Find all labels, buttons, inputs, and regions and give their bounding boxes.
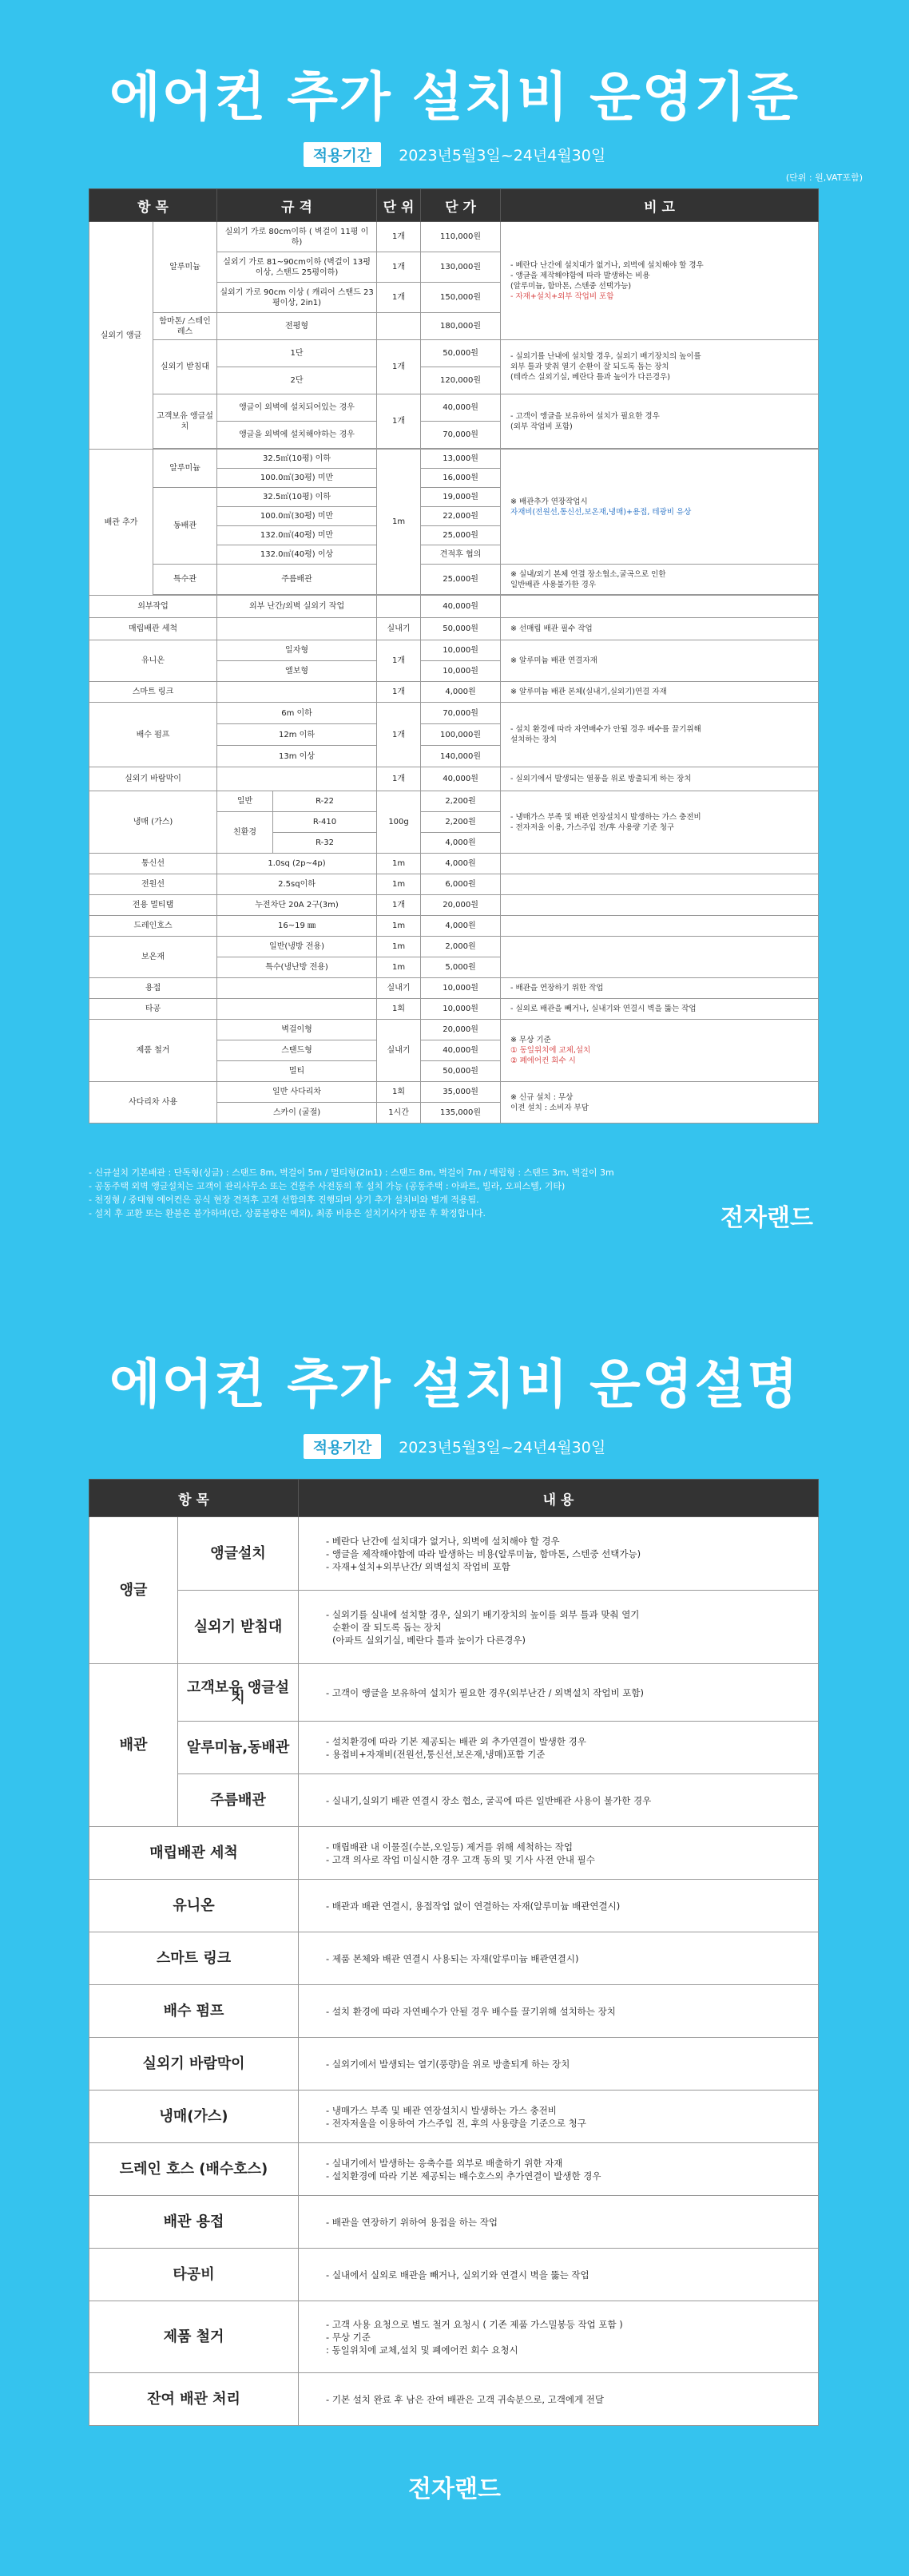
price: 10,000원 xyxy=(421,999,501,1020)
spec: R-32 xyxy=(273,833,377,854)
remark xyxy=(501,222,819,340)
price: 4,000원 xyxy=(421,916,501,937)
desc-line: - 배관과 배관 연결시, 용접작업 없이 연결하는 자재(알루미늄 배관연결시) xyxy=(326,1900,621,1912)
price: 40,000원 xyxy=(421,1040,501,1061)
price: 견적후 협의 xyxy=(421,545,501,565)
footnote: - 설치 후 교환 또는 환불은 불가하며(단, 상품불량은 예외), 최종 비용은 설치기사가 방문 후 확정합니다. xyxy=(89,1208,486,1219)
remark xyxy=(501,916,819,937)
price: 20,000원 xyxy=(421,895,501,916)
spec: 1.0sq (2p~4p) xyxy=(217,854,377,874)
spec: 6m 이하 xyxy=(217,703,377,724)
row-label: 제품 철거 xyxy=(89,2301,299,2373)
remark-line: ※ 무상 기준 xyxy=(510,1036,551,1044)
remark xyxy=(501,1082,819,1124)
desc-line: - 설치환경에 따라 기본 제공되는 배수호스외 추가연결이 발생한 경우 xyxy=(326,2170,601,2182)
spec: 외부 난간/외벽 실외기 작업 xyxy=(217,596,377,618)
row-label: 냉매(가스) xyxy=(89,2091,299,2143)
row-desc xyxy=(299,1932,819,1985)
header-price: 단 가 xyxy=(421,189,501,222)
price: 4,000원 xyxy=(421,854,501,874)
cat-stand: 실외기 받침대 xyxy=(153,340,217,394)
spec: 2.5sq이하 xyxy=(217,874,377,895)
price: 50,000원 xyxy=(421,340,501,367)
cat-hole: 타공 xyxy=(89,999,217,1020)
remark xyxy=(501,895,819,916)
spec: 2단 xyxy=(217,367,377,394)
price: 70,000원 xyxy=(421,422,501,449)
spec: 32.5㎡(10평) 이하 xyxy=(217,488,377,507)
cat-own-angle: 고객보유 앵글설치 xyxy=(153,394,217,449)
price: 20,000원 xyxy=(421,1020,501,1040)
remark-line: ② 폐에어컨 회수 시 xyxy=(510,1056,576,1065)
unit: 1개 xyxy=(377,283,421,313)
price: 25,000원 xyxy=(421,526,501,545)
price: 40,000원 xyxy=(421,596,501,618)
row-desc xyxy=(299,1517,819,1591)
remark-line: ※ 신규 설치 : 무상 xyxy=(510,1092,574,1102)
spec: 주름배관 xyxy=(217,565,377,595)
remark-line: 설치하는 장치 xyxy=(510,735,558,744)
row-label: 배관 용접 xyxy=(89,2196,299,2249)
cat-outdoor-angle: 실외기 앵글 xyxy=(89,222,153,450)
price: 140,000원 xyxy=(421,746,501,767)
remark-line: 이전 설치 : 소비자 부담 xyxy=(510,1103,589,1112)
cat-insulation: 보온재 xyxy=(89,937,217,978)
unit: 100g xyxy=(377,791,421,854)
unit: 1개 xyxy=(377,222,421,252)
cat-pipe-special: 특수관 xyxy=(153,565,217,595)
price: 19,000원 xyxy=(421,488,501,507)
remark-line: 자재비(전원선,통신선,보온재,냉매)+용접, 테광비 유상 xyxy=(510,507,692,517)
remark: - 실외기에서 발생되는 열풍을 위로 방출되게 하는 장치 xyxy=(501,767,819,791)
unit: 1시간 xyxy=(377,1103,421,1124)
unit: 1m xyxy=(377,937,421,957)
desc-line: - 앵글을 제작해야함에 따라 발생하는 비용(알루미늄, 함마톤, 스텐중 선택가능) xyxy=(326,1548,641,1559)
row-desc xyxy=(299,1774,819,1827)
desc-line: : 동일위치에 교체,설치 및 폐에어컨 회수 요청시 xyxy=(326,2344,518,2356)
row-desc xyxy=(299,1722,819,1774)
unit: 실내기 xyxy=(377,618,421,640)
remark-line: - 앵글을 제작해야함에 따라 발생하는 비용 xyxy=(510,271,650,280)
desc-line: - 전자저울을 이용하여 가스주입 전, 후의 사용량을 기준으로 청구 xyxy=(326,2117,586,2129)
gas-general: 일반 xyxy=(217,791,273,812)
desc-line: - 설치 환경에 따라 자연배수가 안될 경우 배수를 끌기위해 설치하는 장치 xyxy=(326,2005,616,2017)
unit: 1개 xyxy=(377,340,421,394)
spec: 100.0㎡(30평) 미만 xyxy=(217,469,377,488)
unit: 실내기 xyxy=(377,1020,421,1082)
row-desc xyxy=(299,2143,819,2196)
unit: 실내기 xyxy=(377,978,421,999)
unit xyxy=(377,313,421,340)
gas-eco: 친환경 xyxy=(217,812,273,854)
cat-pipe-al: 알루미늄 xyxy=(153,450,217,488)
price: 25,000원 xyxy=(421,565,501,595)
row-desc xyxy=(299,2373,819,2426)
header-remark: 비 고 xyxy=(501,189,819,222)
cat-external: 외부작업 xyxy=(89,596,217,618)
remark-line: (테라스 실외기실, 베란다 틀과 높이가 다른경우) xyxy=(510,373,670,382)
remark: ※ 알루미늄 배관 본체(실내기,실외기)연결 자재 xyxy=(501,682,819,703)
row-desc xyxy=(299,2196,819,2249)
desc-line: - 무상 기준 xyxy=(326,2331,371,2343)
row-desc xyxy=(299,1880,819,1932)
desc-line: - 실내에서 실외로 배관을 빼거나, 실외기와 연결시 벽을 뚫는 작업 xyxy=(326,2269,589,2281)
desc-line: - 고객 의사로 작업 미실시한 경우 고객 동의 및 기사 사전 안내 필수 xyxy=(326,1853,595,1865)
spec: R-22 xyxy=(273,791,377,812)
desc-line: - 배관을 연장하기 위하여 용접을 하는 작업 xyxy=(326,2216,498,2228)
remark: - 실외로 배관을 빼거나, 실내기와 연결시 벽을 뚫는 작업 xyxy=(501,999,819,1020)
remark-line: - 고객이 앵글을 보유하여 설치가 필요한 경우 xyxy=(510,411,660,421)
remark xyxy=(501,565,819,595)
desc-line: - 냉매가스 부족 및 배관 연장설치시 발생하는 가스 충전비 xyxy=(326,2104,557,2116)
cat-drain: 드레인호스 xyxy=(89,916,217,937)
price: 70,000원 xyxy=(421,703,501,724)
spec: 앵글을 외벽에 설치해야하는 경우 xyxy=(217,422,377,449)
header-item-2: 항 목 xyxy=(89,1480,299,1517)
remark-line: (알루미늄, 함마톤, 스텐중 선택가능) xyxy=(510,281,632,291)
row-desc xyxy=(299,1985,819,2038)
spec: 12m 이하 xyxy=(217,724,377,746)
cat-union: 유니온 xyxy=(89,640,217,682)
remark xyxy=(501,596,819,618)
fee-table xyxy=(89,188,819,1124)
spec: 특수(냉난방 전용) xyxy=(217,957,377,978)
price: 40,000원 xyxy=(421,767,501,791)
price: 4,000원 xyxy=(421,833,501,854)
price: 22,000원 xyxy=(421,507,501,526)
page-title-2: 에어컨 추가 설치비 운영설명 xyxy=(109,1353,800,1415)
remark: - 배관을 연장하기 위한 작업 xyxy=(501,978,819,999)
row-label: 알루미늄,동배관 xyxy=(178,1722,299,1774)
footnote: - 천정형 / 중대형 에어컨은 공식 현장 견적후 고객 선합의후 진행되며 상기 추가 설치비와 별개 적용됨. xyxy=(89,1195,479,1205)
period-line xyxy=(0,142,909,167)
desc-line: 순환이 잘 되도록 돕는 장치 xyxy=(332,1621,442,1633)
price: 13,000원 xyxy=(421,450,501,469)
brand-logo: 전자랜드 xyxy=(720,1204,813,1232)
cat-pipe-cu: 동배관 xyxy=(153,488,217,565)
remark-line: - 실외기를 난내에 설치할 경우, 실외기 배기장치의 높이를 xyxy=(510,352,701,361)
row-label: 주름배관 xyxy=(178,1774,299,1827)
unit: 1회 xyxy=(377,999,421,1020)
row-desc xyxy=(299,1827,819,1880)
price: 110,000원 xyxy=(421,222,501,252)
unit-note: (단위 : 원,VAT포함) xyxy=(785,172,863,183)
row-desc xyxy=(299,1664,819,1722)
spec: R-410 xyxy=(273,812,377,833)
cat-multitap: 전용 멀티탭 xyxy=(89,895,217,916)
remark-line: - 자재+설치+외부 작업비 포함 xyxy=(510,291,614,301)
price: 35,000원 xyxy=(421,1082,501,1103)
spec xyxy=(217,999,377,1020)
spec: 100.0㎡(30평) 미만 xyxy=(217,507,377,526)
desc-line: - 실내기에서 발생하는 응축수를 외부로 배출하기 위한 자재 xyxy=(326,2157,563,2169)
row-label: 매립배관 세척 xyxy=(89,1827,299,1880)
explain-table xyxy=(89,1479,819,2426)
desc-line: - 설치환경에 따라 기본 제공되는 배관 외 추가연결이 발생한 경우 xyxy=(326,1735,586,1747)
desc-line: - 제품 본체와 배관 연결시 사용되는 자재(알루미늄 배관연결시) xyxy=(326,1952,579,1964)
remark-line: ※ 배관추가 연장작업시 xyxy=(510,497,588,506)
remark-line: (외부 작업비 포함) xyxy=(510,422,573,431)
remark: ※ 선매립 배관 필수 작업 xyxy=(501,618,819,640)
row-desc xyxy=(299,2091,819,2143)
price: 2,000원 xyxy=(421,937,501,957)
remark-line: ※ 실내/외기 본체 연결 장소협소,굴곡으로 인한 xyxy=(510,569,666,579)
price: 10,000원 xyxy=(421,640,501,661)
spec: 실외기 가로 81~90cm이하 (벽걸이 13평이상, 스탠드 25평이하) xyxy=(217,252,377,283)
row-desc xyxy=(299,2249,819,2301)
spec: 13m 이상 xyxy=(217,746,377,767)
remark xyxy=(501,874,819,895)
remark xyxy=(501,394,819,449)
desc-line: - 매립배관 내 이물질(수분,오일등) 제거를 위해 세척하는 작업 xyxy=(326,1841,573,1853)
price: 150,000원 xyxy=(421,283,501,313)
row-label: 스마트 링크 xyxy=(89,1932,299,1985)
unit: 1m xyxy=(377,854,421,874)
price: 5,000원 xyxy=(421,957,501,978)
spec xyxy=(217,978,377,999)
cat-wash: 매립배관 세척 xyxy=(89,618,217,640)
price: 50,000원 xyxy=(421,618,501,640)
cat-removal: 제품 철거 xyxy=(89,1020,217,1082)
cat-ladder: 사다리차 사용 xyxy=(89,1082,217,1124)
header-item: 항 목 xyxy=(89,189,217,222)
cat-hammertone: 함마톤/ 스테인레스 xyxy=(153,313,217,340)
desc-line: - 고객이 앵글을 보유하여 설치가 필요한 경우(외부난간 / 외벽설치 작업비 포함) xyxy=(326,1686,644,1698)
spec: 일자형 xyxy=(217,640,377,661)
cat-gas: 냉매 (가스) xyxy=(89,791,217,854)
spec: 32.5㎡(10평) 이하 xyxy=(217,450,377,469)
spec: 1단 xyxy=(217,340,377,367)
spec: 일반(냉방 전용) xyxy=(217,937,377,957)
spec: 멀티 xyxy=(217,1061,377,1082)
remark xyxy=(501,937,819,978)
spec xyxy=(217,682,377,703)
unit: 1개 xyxy=(377,767,421,791)
footnote: - 공동주택 외벽 앵글설치는 고객이 관리사무소 또는 건물주 사전동의 후 설치 가능 (공동주택 : 아파트, 빌라, 오피스텔, 기타) xyxy=(89,1181,566,1191)
price: 135,000원 xyxy=(421,1103,501,1124)
cat-wind-guard: 실외기 바람막이 xyxy=(89,767,217,791)
header-spec: 규 격 xyxy=(217,189,377,222)
row-label: 잔여 배관 처리 xyxy=(89,2373,299,2426)
cat-power: 전원선 xyxy=(89,874,217,895)
remark xyxy=(501,340,819,394)
spec: 벽걸이형 xyxy=(217,1020,377,1040)
cat-angle: 앵글 xyxy=(89,1517,178,1664)
period-line-2 xyxy=(0,1434,909,1459)
spec: 누전차단 20A 2구(3m) xyxy=(217,895,377,916)
cat-pump: 배수 펌프 xyxy=(89,703,217,767)
brand-logo-2: 전자랜드 xyxy=(408,2475,501,2503)
row-label: 앵글설치 xyxy=(178,1517,299,1591)
spec: 스탠드형 xyxy=(217,1040,377,1061)
unit: 1m xyxy=(377,874,421,895)
row-label: 유니온 xyxy=(89,1880,299,1932)
cat-aluminum: 알루미늄 xyxy=(153,222,217,313)
price: 10,000원 xyxy=(421,978,501,999)
desc-line: (아파트 실외기실, 베란다 틀과 높이가 다른경우) xyxy=(332,1634,526,1646)
spec xyxy=(217,618,377,640)
row-desc xyxy=(299,2038,819,2091)
price: 100,000원 xyxy=(421,724,501,746)
desc-line: - 용접비+자재비(전원선,통신선,보온재,냉매)포함 기준 xyxy=(326,1748,546,1760)
price: 180,000원 xyxy=(421,313,501,340)
unit: 1m xyxy=(377,450,421,595)
price: 6,000원 xyxy=(421,874,501,895)
unit: 1개 xyxy=(377,703,421,767)
period-text-2: 2023년5월3일~24년4월30일 xyxy=(399,1439,606,1456)
spec: 앵글이 외벽에 설치되어있는 경우 xyxy=(217,394,377,422)
spec: 일반 사다리차 xyxy=(217,1082,377,1103)
price: 120,000원 xyxy=(421,367,501,394)
unit: 1개 xyxy=(377,394,421,449)
spec xyxy=(217,767,377,791)
price: 2,200원 xyxy=(421,812,501,833)
remark xyxy=(501,791,819,854)
remark-line: - 베란다 난간에 설치대가 없거나, 외벽에 설치해야 할 경우 xyxy=(510,260,704,270)
cat-pipe: 배관 추가 xyxy=(89,450,153,596)
row-desc xyxy=(299,1591,819,1664)
spec: 실외기 가로 90cm 이상 ( 캐리어 스탠드 23평이상, 2in1) xyxy=(217,283,377,313)
remark xyxy=(501,854,819,874)
row-label: 배수 펌프 xyxy=(89,1985,299,2038)
period-badge-2: 적용기간 xyxy=(304,1434,381,1459)
row-label: 실외기 받침대 xyxy=(178,1591,299,1664)
remark: ※ 알루미늄 배관 연결자재 xyxy=(501,640,819,682)
cat-pipe-2: 배관 xyxy=(89,1664,178,1827)
row-label: 드레인 호스 (배수호스) xyxy=(89,2143,299,2196)
spec: 132.0㎡(40평) 이상 xyxy=(217,545,377,565)
spec: 132.0㎡(40평) 미만 xyxy=(217,526,377,545)
remark-line: - 전자저울 이용, 가스주입 전/후 사용량 기준 청구 xyxy=(510,822,675,832)
desc-line: - 실외기를 실내에 설치할 경우, 실외기 배기장치의 높이를 외부 틀과 맞춰 열기 xyxy=(326,1608,640,1620)
row-desc xyxy=(299,2301,819,2373)
row-label: 실외기 바람막이 xyxy=(89,2038,299,2091)
cat-smart-link: 스마트 링크 xyxy=(89,682,217,703)
price: 10,000원 xyxy=(421,661,501,682)
spec: 16~19 ㎜ xyxy=(217,916,377,937)
unit: 1개 xyxy=(377,682,421,703)
price: 16,000원 xyxy=(421,469,501,488)
remark-line: ① 동일위치에 교체,설치 xyxy=(510,1046,591,1055)
unit: 1m xyxy=(377,957,421,978)
period-badge: 적용기간 xyxy=(304,142,381,167)
footnotes xyxy=(89,1166,824,1220)
page-title: 에어컨 추가 설치비 운영기준 xyxy=(109,66,800,128)
remark-line: - 설치 환경에 따라 자연배수가 안될 경우 배수를 끌기위해 xyxy=(510,725,701,734)
spec: 엘보형 xyxy=(217,661,377,682)
unit: 1m xyxy=(377,916,421,937)
remark-line: - 냉매가스 부족 및 배관 연장설치시 발생하는 가스 충전비 xyxy=(510,812,701,822)
row-label: 타공비 xyxy=(89,2249,299,2301)
remark xyxy=(501,703,819,767)
price: 130,000원 xyxy=(421,252,501,283)
remark xyxy=(501,450,819,565)
unit xyxy=(377,596,421,618)
cat-weld: 용접 xyxy=(89,978,217,999)
price: 50,000원 xyxy=(421,1061,501,1082)
price: 2,200원 xyxy=(421,791,501,812)
remark xyxy=(501,1020,819,1082)
unit: 1개 xyxy=(377,895,421,916)
unit: 1개 xyxy=(377,640,421,682)
spec: 전평형 xyxy=(217,313,377,340)
period-text: 2023년5월3일~24년4월30일 xyxy=(399,147,606,164)
header-unit: 단 위 xyxy=(377,189,421,222)
desc-line: - 기본 설치 완료 후 남은 잔여 배관은 고객 귀속분으로, 고객에게 전달 xyxy=(326,2393,604,2405)
price: 4,000원 xyxy=(421,682,501,703)
spec: 실외기 가로 80cm이하 ( 벽걸이 11평 이하) xyxy=(217,222,377,252)
row-label: 고객보유 앵글설치 xyxy=(178,1664,299,1722)
desc-line: - 고객 사용 요청으로 별도 철거 요청시 ( 기존 제품 가스밀봉등 작업 포함 ) xyxy=(326,2318,623,2330)
price: 40,000원 xyxy=(421,394,501,422)
desc-line: - 실외기에서 발생되는 열기(풍량)을 위로 방출되게 하는 장치 xyxy=(326,2058,570,2070)
desc-line: - 자재+설치+외부난간/ 외벽설치 작업비 포함 xyxy=(326,1560,510,1572)
unit: 1개 xyxy=(377,252,421,283)
remark-line: 일반배관 사용불가한 경우 xyxy=(510,580,597,589)
unit: 1회 xyxy=(377,1082,421,1103)
spec: 스카이 (굴절) xyxy=(217,1103,377,1124)
cat-comm: 통신선 xyxy=(89,854,217,874)
desc-line: - 실내기,실외기 배관 연결시 장소 협소, 굴곡에 따른 일반배관 사용이 불가한 경우 xyxy=(326,1794,652,1806)
remark-line: 외부 틀과 맞춰 열기 순환이 잘 되도록 돕는 장치 xyxy=(510,363,669,371)
desc-line: - 베란다 난간에 설치대가 없거나, 외벽에 설치해야 할 경우 xyxy=(326,1535,560,1547)
header-content: 내 용 xyxy=(299,1480,819,1517)
footnote: - 신규설치 기본배관 : 단독형(싱글) : 스탠드 8m, 벽걸이 5m / 멀티형(2in1) : 스탠드 8m, 벽걸이 7m / 매립형 : 스탠드 3m, 벽걸이 3m xyxy=(89,1167,614,1178)
